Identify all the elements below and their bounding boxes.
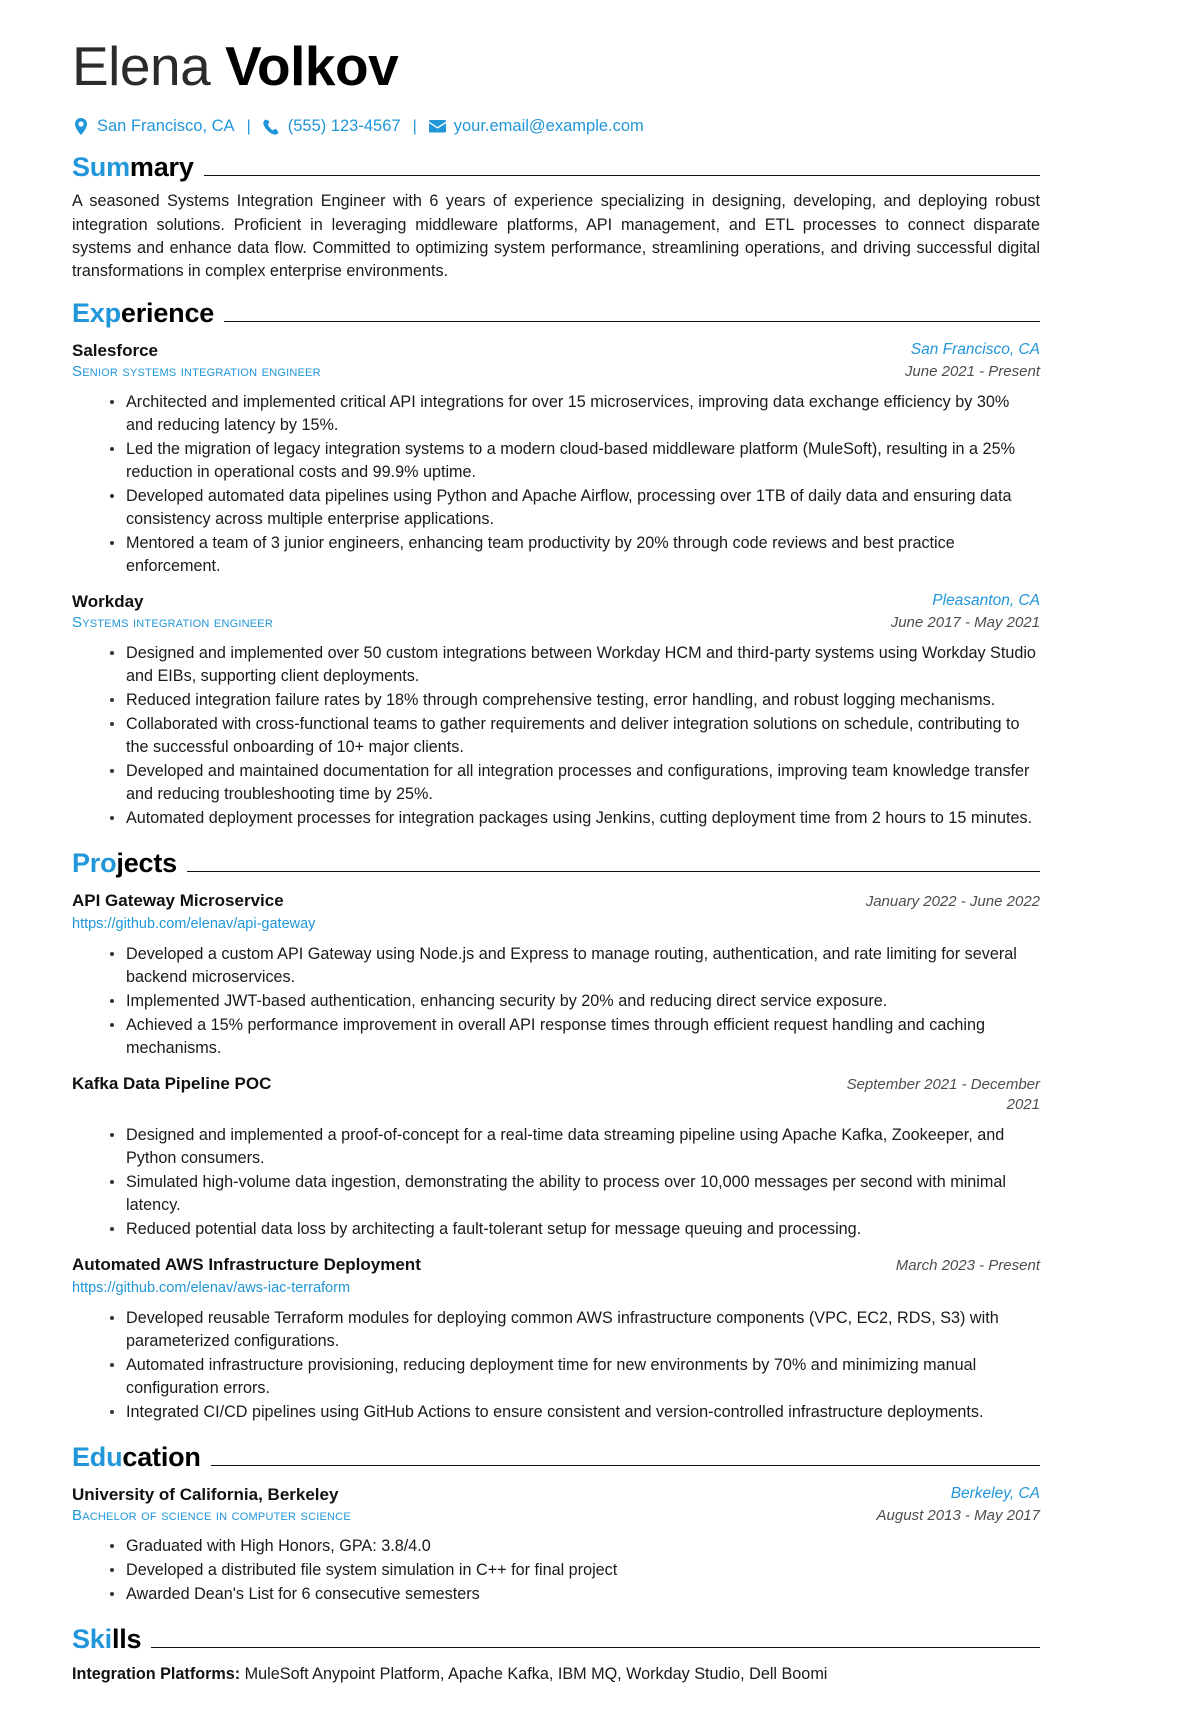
- education-heading-text: [72, 1441, 201, 1472]
- project-entry: [72, 1254, 1040, 1424]
- education-heading: [72, 1441, 1040, 1472]
- experience-heading-highlight: Exp: [72, 297, 121, 328]
- section-skills: [72, 1626, 1040, 1686]
- list-item: Developed a distributed file system simulation in C++ for final project: [110, 1559, 1040, 1582]
- experience-heading: [72, 297, 1040, 328]
- summary-heading-text: [72, 154, 194, 181]
- experience-dates: June 2021 - Present: [904, 362, 1040, 380]
- list-item: Collaborated with cross-functional teams to gather requirements and deliver integration solutions on schedule, contributing to the successful onboarding of 10+ major clients.: [110, 713, 1040, 759]
- project-entry-left: [72, 1073, 830, 1094]
- project-url-link[interactable]: https://github.com/elenav/aws-iac-terraform: [72, 1279, 351, 1296]
- summary-heading-highlight: Sum: [72, 152, 130, 183]
- last-name: Volkov: [224, 35, 399, 97]
- experience-heading-rest: erience: [120, 297, 215, 328]
- experience-company: Workday: [72, 591, 144, 611]
- first-name: Elena: [72, 35, 211, 97]
- projects-heading: [72, 850, 1040, 877]
- project-entry-right: [830, 1073, 1040, 1116]
- envelope-icon: [429, 118, 446, 135]
- project-entry-header: [72, 890, 1040, 934]
- list-item: Designed and implemented over 50 custom integrations between Workday HCM and third-party systems using Workday Studio and EIBs, supporting client deployments.: [110, 642, 1040, 688]
- experience-entry-right: [905, 340, 1040, 382]
- summary-heading-rest: mary: [129, 152, 194, 183]
- list-item: Architected and implemented critical API integrations for over 15 microservices, improving data exchange efficiency by 30% and reducing latency by 15%.: [110, 391, 1040, 437]
- summary-heading: [72, 154, 1040, 181]
- list-item: Achieved a 15% performance improvement in overall API response times through efficient request handling and caching mechanisms.: [110, 1014, 1040, 1060]
- education-school: University of California, Berkeley: [72, 1484, 339, 1504]
- experience-entry-header: [72, 591, 1040, 633]
- education-heading-highlight: Edu: [72, 1441, 123, 1472]
- project-entry-header: [72, 1254, 1040, 1298]
- section-projects: [72, 850, 1040, 1424]
- contact-location: [72, 117, 235, 136]
- candidate-name: [72, 35, 1040, 97]
- project-bullets: [72, 943, 1040, 1060]
- project-entry-right: [866, 890, 1040, 912]
- experience-company: Salesforce: [72, 340, 158, 360]
- section-education: [72, 1441, 1040, 1606]
- list-item: Simulated high-volume data ingestion, demonstrating the ability to process over 10,000 messages per second with minimal latency.: [110, 1171, 1040, 1217]
- phone-icon: [263, 118, 280, 135]
- project-name: Automated AWS Infrastructure Deployment: [72, 1255, 421, 1275]
- list-item: Awarded Dean's List for 6 consecutive semesters: [110, 1583, 1040, 1606]
- project-entry-left: [72, 890, 866, 934]
- skills-heading: [72, 1626, 1040, 1653]
- list-item: Mentored a team of 3 junior engineers, enhancing team productivity by 20% through code reviews and best practice enforcement.: [110, 532, 1040, 578]
- contact-separator-1: |: [246, 117, 251, 135]
- contact-phone-text: (555) 123-4567: [287, 117, 401, 136]
- project-entry-right: [896, 1254, 1040, 1276]
- contact-email-text: your.email@example.com: [453, 117, 644, 136]
- summary-heading-rule: [204, 175, 1040, 176]
- education-entry-right: [877, 1484, 1040, 1526]
- list-item: Developed a custom API Gateway using Node.js and Express to manage routing, authentication, and rate limiting for several backend microservices.: [110, 943, 1040, 989]
- project-bullets: [72, 1307, 1040, 1424]
- education-bullets: [72, 1535, 1040, 1606]
- summary-paragraph: A seasoned Systems Integration Engineer with 6 years of experience specializing in designing, developing, and deploying robust integration solutions. Proficient in leveraging middleware platforms, API management, and ETL processes to connect disparate systems and enhance data flow. Committed to optimizing system performance, streamlining operations, and driving successful digital transformations in complex enterprise environments.: [72, 192, 1040, 281]
- education-heading-rule: [211, 1465, 1040, 1466]
- experience-dates: June 2017 - May 2021: [890, 614, 1040, 632]
- skill-group-label: Integration Platforms:: [72, 1665, 241, 1684]
- experience-entry-header: [72, 340, 1040, 382]
- skills-heading-text: [72, 1626, 141, 1653]
- list-item: Automated deployment processes for integration packages using Jenkins, cutting deployment time from 2 hours to 15 minutes.: [110, 807, 1040, 830]
- section-summary: [72, 154, 1040, 283]
- experience-entry-left: [72, 591, 891, 633]
- experience-bullets: [72, 642, 1040, 830]
- list-item: Reduced potential data loss by architecting a fault-tolerant setup for message queuing and processing.: [110, 1218, 1040, 1241]
- project-dates: March 2023 - Present: [895, 1257, 1040, 1275]
- list-item: Reduced integration failure rates by 18% through comprehensive testing, error handling, and robust logging mechanisms.: [110, 689, 1040, 712]
- list-item: Led the migration of legacy integration systems to a modern cloud-based middleware platform (MuleSoft), resulting in a 25% reduction in operational costs and 99.9% uptime.: [110, 438, 1040, 484]
- contact-phone: [263, 117, 401, 136]
- education-entry-left: [72, 1484, 877, 1526]
- list-item: Developed reusable Terraform modules for deploying common AWS infrastructure components (VPC, EC2, RDS, S3) with parameterized configurations.: [110, 1307, 1040, 1353]
- project-dates: September 2021 - December 2021: [846, 1075, 1040, 1114]
- project-name: Kafka Data Pipeline POC: [72, 1073, 272, 1093]
- experience-entry-right: [891, 591, 1040, 633]
- education-dates: August 2013 - May 2017: [876, 1507, 1040, 1525]
- experience-heading-rule: [224, 321, 1040, 322]
- project-dates: January 2022 - June 2022: [865, 893, 1040, 911]
- section-experience: [72, 297, 1040, 831]
- project-bullets: [72, 1124, 1040, 1241]
- list-item: Automated infrastructure provisioning, reducing deployment time for new environments by 70% and minimizing manual configuration errors.: [110, 1354, 1040, 1400]
- contact-location-text: San Francisco, CA: [97, 117, 235, 136]
- list-item: Graduated with High Honors, GPA: 3.8/4.0: [110, 1535, 1040, 1558]
- skills-heading-rule: [151, 1647, 1040, 1648]
- contact-email: [429, 117, 644, 136]
- education-location: Berkeley, CA: [950, 1484, 1040, 1502]
- experience-position: Systems integration engineer: [72, 614, 273, 632]
- project-entry-header: [72, 1073, 1040, 1116]
- education-heading-rest: cation: [122, 1441, 201, 1472]
- experience-bullets: [72, 391, 1040, 578]
- experience-entry: [72, 591, 1040, 830]
- contact-separator-2: |: [412, 117, 417, 135]
- contact-bar: [72, 117, 1040, 136]
- skill-group-value: MuleSoft Anypoint Platform, Apache Kafka, IBM MQ, Workday Studio, Dell Boomi: [240, 1665, 828, 1684]
- education-entry: [72, 1484, 1040, 1606]
- projects-heading-highlight: Pro: [72, 848, 117, 879]
- experience-entry: [72, 340, 1040, 578]
- list-item: Implemented JWT-based authentication, enhancing security by 20% and reducing direct service exposure.: [110, 990, 1040, 1013]
- projects-heading-rest: jects: [116, 848, 177, 879]
- experience-entry-left: [72, 340, 905, 382]
- experience-location: San Francisco, CA: [910, 340, 1040, 358]
- projects-heading-rule: [187, 871, 1040, 872]
- project-name: API Gateway Microservice: [72, 891, 284, 911]
- list-item: Developed and maintained documentation for all integration processes and configurations, improving team knowledge transfer and reducing troubleshooting time by 25%.: [110, 760, 1040, 806]
- education-entry-header: [72, 1484, 1040, 1526]
- experience-heading-text: [72, 297, 215, 328]
- skills-heading-highlight: Ski: [72, 1624, 112, 1655]
- project-entry: [72, 890, 1040, 1060]
- experience-location: Pleasanton, CA: [932, 591, 1040, 609]
- projects-heading-text: [72, 850, 177, 877]
- project-entry: [72, 1073, 1040, 1242]
- experience-position: Senior systems integration engineer: [72, 362, 321, 380]
- list-item: Designed and implemented a proof-of-concept for a real-time data streaming pipeline using Apache Kafka, Zookeeper, and Python consumers.: [110, 1124, 1040, 1170]
- skills-heading-rest: lls: [111, 1624, 142, 1655]
- project-entry-left: [72, 1254, 896, 1298]
- list-item: Developed automated data pipelines using Python and Apache Airflow, processing over 1TB of daily data and ensuring data consistency across multiple enterprise applications.: [110, 485, 1040, 531]
- location-pin-icon: [72, 118, 89, 135]
- project-url-link[interactable]: https://github.com/elenav/api-gateway: [72, 915, 316, 932]
- list-item: Integrated CI/CD pipelines using GitHub Actions to ensure consistent and version-controlled infrastructure deployments.: [110, 1401, 1040, 1424]
- education-degree: Bachelor of science in computer science: [72, 1507, 351, 1525]
